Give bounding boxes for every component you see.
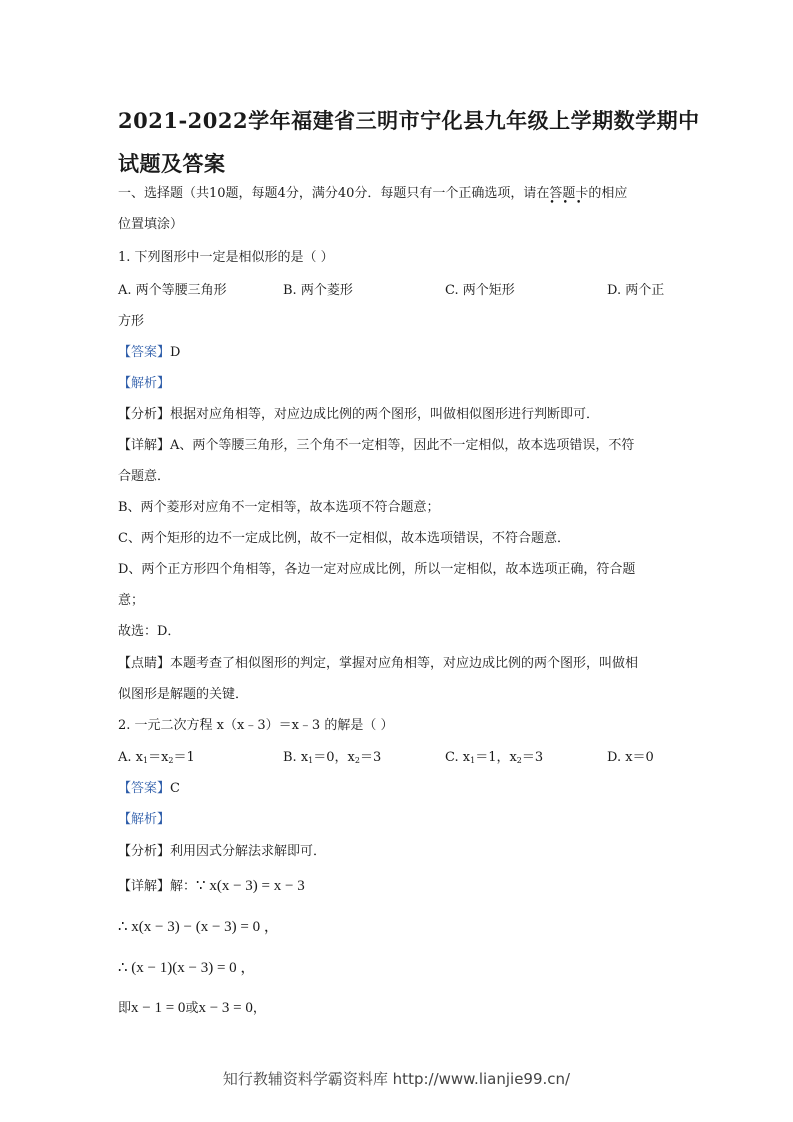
question-2-step-4 (118, 999, 266, 1018)
emphasis-dots: ••• (549, 198, 590, 208)
xiangjie-tag: 【详解】 (118, 438, 171, 453)
step-4-mid: 或 (185, 1001, 199, 1016)
question-1-option-d: D. 两个正 (607, 283, 665, 298)
question-1-option-d-continued: 方形 (118, 314, 145, 329)
section-header-text-b: 的相应 (588, 186, 628, 201)
answer-value: D (170, 345, 181, 360)
question-1-stem: 1. 下列图形中一定是相似形的是（ ） (118, 250, 334, 265)
question-1-line-d: D、两个正方形四个角相等，各边一定对应成比例，所以一定相似，故本选项正确，符合题 (118, 562, 636, 577)
xiangjie-text: A、两个等腰三角形，三个角不一定相等，因此不一定相似，故本选项错误，不符 (170, 438, 635, 453)
answer-tag: 【答案】 (118, 781, 171, 796)
q2-opt-b-mid: ＝0，x (313, 750, 355, 765)
question-2-answer (118, 780, 180, 798)
section-header-line-2: 位置填涂） (118, 217, 184, 232)
question-1-xiangjie-line-2: 合题意． (118, 469, 171, 484)
section-header-emphasis-text: 答题卡 (549, 186, 589, 201)
q2-opt-c-post: ＝3 (521, 750, 544, 765)
q2-opt-a-sub-2: 2 (168, 756, 174, 765)
dianjing-tag: 【点睛】 (118, 656, 171, 671)
question-2-xiangjie (118, 877, 305, 896)
fenxi-tag: 【分析】 (118, 407, 171, 422)
analysis-tag: 【解析】 (118, 376, 171, 391)
question-1-conclusion: 故选：D． (118, 624, 181, 639)
question-1-dianjing-line-2: 似图形是解题的关键． (118, 687, 249, 702)
fenxi-text: 利用因式分解法求解即可． (170, 844, 327, 859)
analysis-tag: 【解析】 (118, 812, 171, 827)
question-1-line-c: C、两个矩形的边不一定成比例，故不一定相似，故本选项错误，不符合题意． (118, 531, 570, 546)
question-1-answer (118, 344, 180, 362)
question-1-option-a: A. 两个等腰三角形 (118, 283, 227, 298)
question-2-step-2 (118, 918, 279, 937)
question-2-option-c (445, 749, 543, 770)
question-1-analysis-tag (118, 375, 170, 393)
math-step-1: ∵ x(x − 3) = x − 3 (196, 878, 305, 894)
math-step-2: ∴ x(x − 3) − (x − 3) = 0 ， (118, 919, 279, 935)
step-4-eq-b: x − 3 = 0 (198, 1000, 253, 1016)
footer-watermark: 知行教辅资料学霸资料库 http://www.lianjie99.cn/ (222, 1070, 571, 1088)
question-2-stem: 2. 一元二次方程 x（x﹣3）＝x﹣3 的解是（ ） (118, 718, 394, 733)
xiangjie-tag: 【详解】 (118, 879, 171, 894)
step-4-post: ， (252, 1001, 266, 1016)
question-1-option-b: B. 两个菱形 (283, 283, 353, 298)
math-step-3: ∴ (x − 1)(x − 3) = 0 ， (118, 960, 256, 976)
q2-opt-c-pre: C. x (445, 750, 471, 765)
q2-opt-b-pre: B. x (283, 750, 309, 765)
question-2-option-d: D. x＝0 (607, 750, 654, 765)
fenxi-text: 根据对应角相等，对应边成比例的两个图形，叫做相似图形进行判断即可． (170, 407, 600, 422)
document-title-line-2: 试题及答案 (118, 151, 226, 176)
step-4-eq-a: x − 1 = 0 (131, 1000, 186, 1016)
section-header (118, 185, 628, 208)
q2-opt-a-sub-1: 1 (142, 756, 149, 765)
q2-opt-c-sub-2: 2 (516, 756, 522, 765)
question-1-fenxi (118, 406, 599, 424)
q2-opt-c-mid: ＝1，x (475, 750, 517, 765)
q2-opt-a-pre: A. x (118, 750, 143, 765)
answer-value: C (170, 781, 180, 796)
question-1-xiangjie (118, 437, 634, 455)
q2-opt-b-sub-1: 1 (308, 756, 314, 765)
document-title-line-1: 2021-2022学年福建省三明市宁化县九年级上学期数学期中 (118, 108, 700, 133)
question-2-option-b (283, 749, 381, 770)
section-header-emphasis (549, 186, 590, 208)
q2-opt-b-post: ＝3 (359, 750, 382, 765)
step-4-pre: 即 (118, 1001, 132, 1016)
fenxi-tag: 【分析】 (118, 844, 171, 859)
answer-tag: 【答案】 (118, 345, 171, 360)
q2-opt-a-post: ＝1 (173, 750, 195, 765)
dianjing-text: 本题考查了相似图形的判定，掌握对应角相等，对应边成比例的两个图形，叫做相 (170, 656, 639, 671)
question-2-step-3 (118, 959, 255, 978)
xiangjie-pre: 解： (170, 879, 197, 894)
section-header-text-a: 一、选择题（共10题，每题4分，满分40分．每题只有一个正确选项，请在 (118, 186, 550, 201)
question-1-dianjing (118, 655, 638, 673)
q2-opt-b-sub-2: 2 (354, 756, 360, 765)
question-2-analysis-tag (118, 811, 170, 829)
question-2-option-a (118, 749, 195, 770)
question-1-line-b: B、两个菱形对应角不一定相等，故本选项不符合题意； (118, 500, 440, 515)
question-1-line-d-2: 意； (118, 593, 145, 608)
q2-opt-a-mid: ＝x (148, 750, 169, 765)
question-1-option-c: C. 两个矩形 (445, 283, 515, 298)
question-2-fenxi (118, 843, 326, 861)
q2-opt-c-sub-1: 1 (470, 756, 476, 765)
